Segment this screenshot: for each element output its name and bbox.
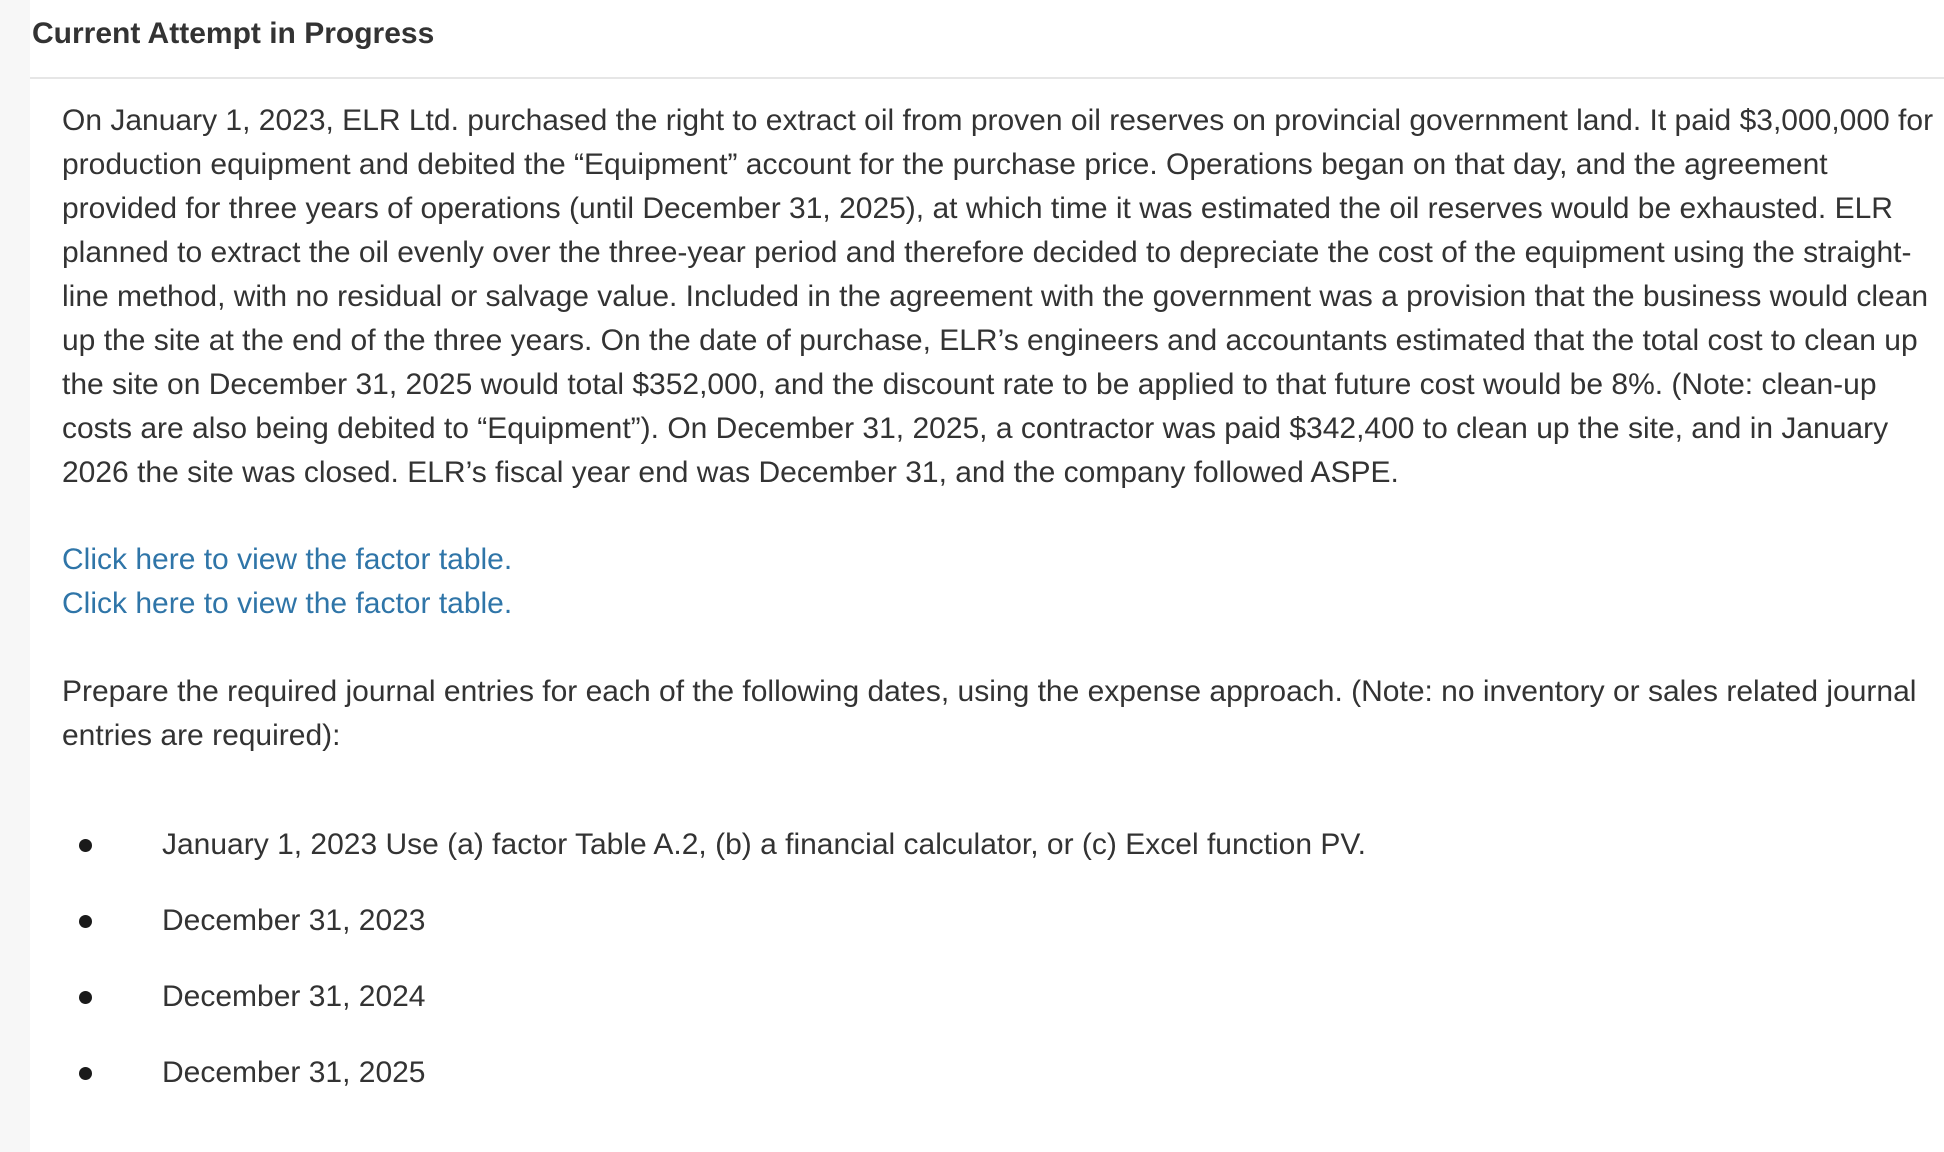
- question-panel: [30, 0, 1944, 1152]
- left-gutter: [0, 0, 30, 1152]
- factor-table-links: [62, 538, 1942, 626]
- page-title: Current Attempt in Progress: [32, 17, 435, 50]
- date-label: December 31, 2023: [162, 904, 426, 937]
- date-label: December 31, 2024: [162, 980, 426, 1013]
- factor-table-link-2[interactable]: Click here to view the factor table.: [62, 587, 513, 620]
- date-label: January 1, 2023 Use (a) factor Table A.2, (b) a financial calculator, or (c) Excel function PV.: [162, 828, 1366, 861]
- question-content: [62, 99, 1942, 1127]
- journal-date-list: [62, 823, 1942, 1127]
- bullet-icon: [79, 839, 92, 852]
- bullet-icon: [79, 991, 92, 1004]
- factor-table-link-1[interactable]: Click here to view the factor table.: [62, 543, 513, 576]
- bullet-icon: [79, 1067, 92, 1080]
- list-item: [62, 823, 1942, 899]
- list-item: [62, 1051, 1942, 1127]
- header-divider: [30, 77, 1944, 79]
- bullet-icon: [79, 915, 92, 928]
- instructions-text: Prepare the required journal entries for each of the following dates, using the expense approach. (Note: no inventory or sales related journal entries are required):: [62, 675, 1917, 752]
- problem-description: On January 1, 2023, ELR Ltd. purchased the right to extract oil from proven oil reserves on provincial government land. It paid $3,000,000 for production equipment and debited the “Equipment” account for the purchase price. Operations began on that day, and the agreement provided for three years of operations (until December 31, 2025), at which time it was estimated the oil reserves would be exhausted. ELR planned to extract the oil evenly over the three-year period and therefore decided to depreciate the cost of the equipment using the straight-line method, with no residual or salvage value. Included in the agreement with the government was a provision that the business would clean up the site at the end of the three years. On the date of purchase, ELR’s engineers and accountants estimated that the total cost to clean up the site on December 31, 2025 would total $352,000, and the discount rate to be applied to that future cost would be 8%. (Note: clean-up costs are also being debited to “Equipment”). On December 31, 2025, a contractor was paid $342,400 to clean up the site, and in January 2026 the site was closed. ELR’s fiscal year end was December 31, and the company followed ASPE.: [62, 104, 1934, 489]
- date-label: December 31, 2025: [162, 1056, 426, 1089]
- list-item: [62, 975, 1942, 1051]
- list-item: [62, 899, 1942, 975]
